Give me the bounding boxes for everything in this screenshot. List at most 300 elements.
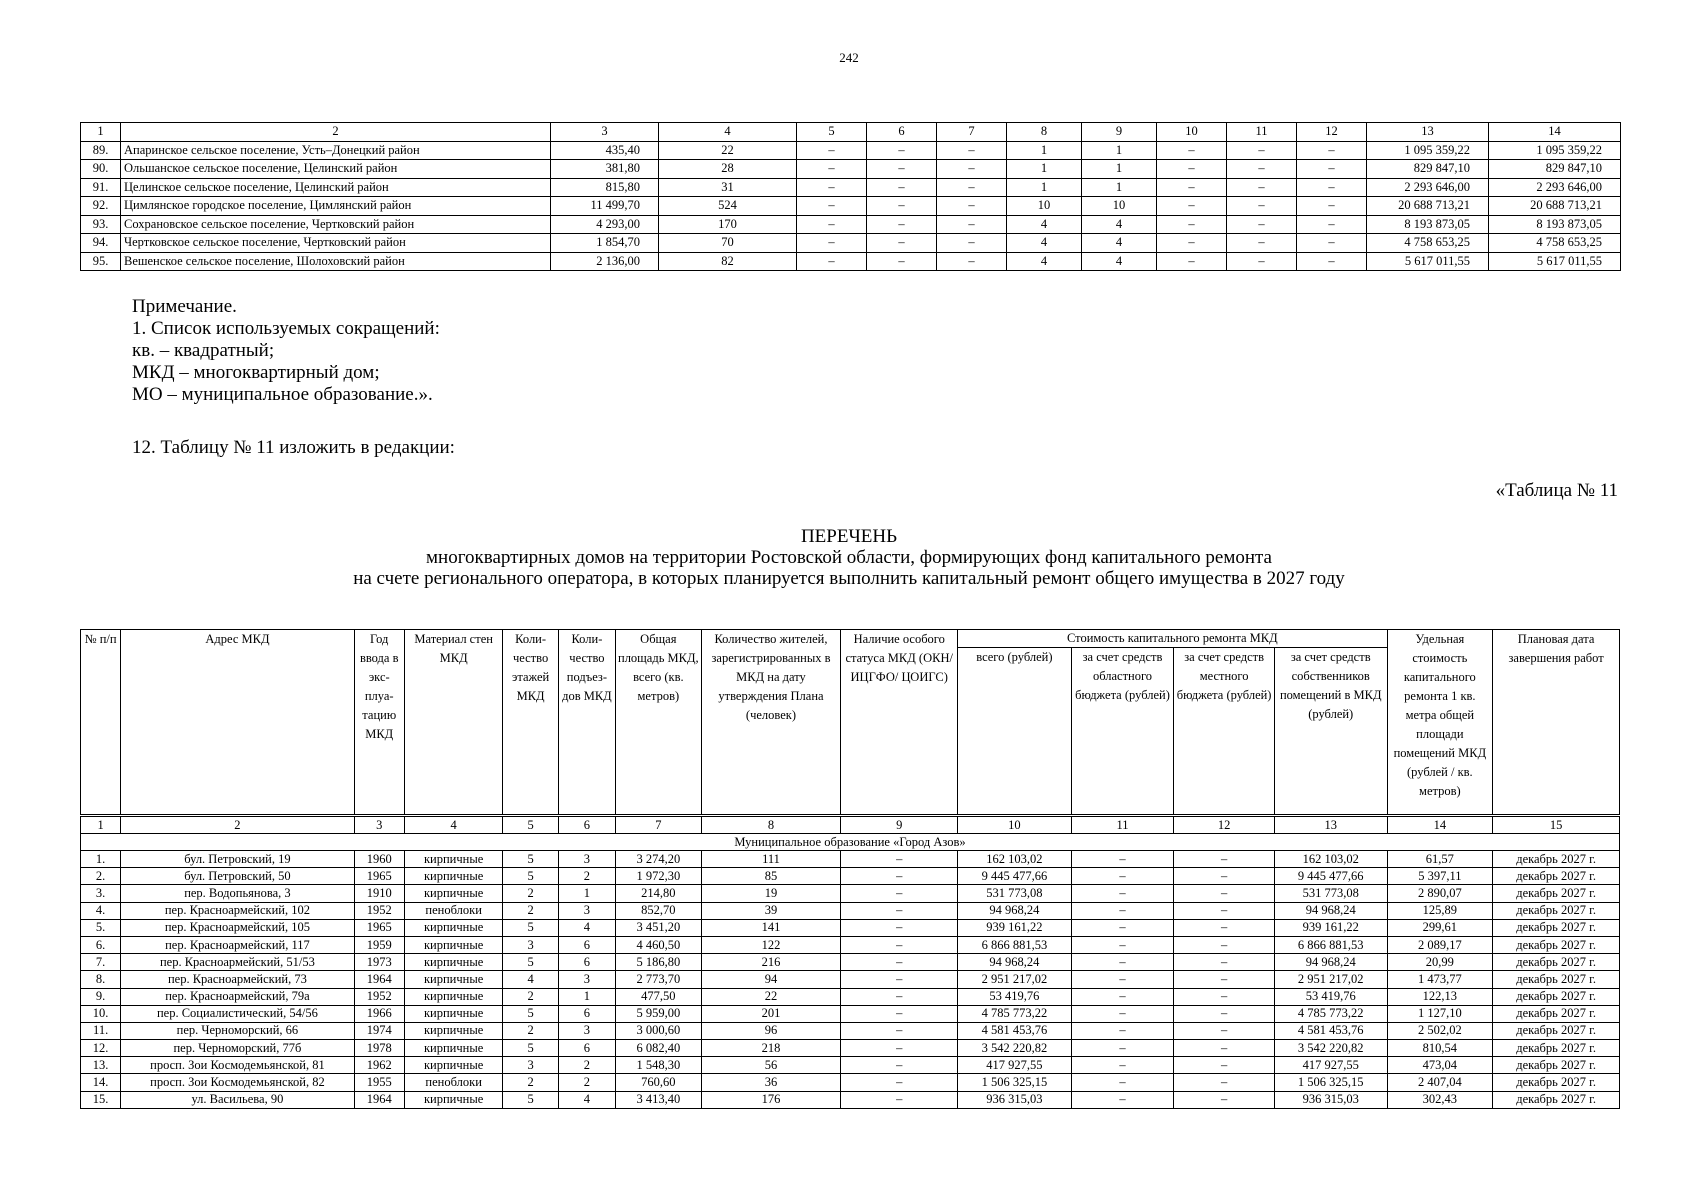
table-cell: –: [841, 1074, 958, 1091]
table-cell: 3: [558, 851, 615, 868]
table-cell: –: [1174, 1022, 1275, 1039]
table-cell: 2: [121, 123, 551, 142]
table-row: [81, 1005, 1620, 1022]
table-cell: 4 785 773,22: [958, 1005, 1072, 1022]
notes-item: МО – муниципальное образование.».: [132, 384, 433, 405]
table-cell: Чертковское сельское поселение, Чертковский район: [121, 234, 551, 253]
municipality-name: Муниципальное образование «Город Азов»: [81, 834, 1620, 851]
table-cell: кирпичные: [404, 1040, 503, 1057]
table-cell: Ольшанское сельское поселение, Целинский район: [121, 160, 551, 179]
table-cell: 1: [1082, 141, 1157, 160]
table-cell: 31: [659, 178, 797, 197]
header-unit-cost: Удельная стоимость капитального ремонта 1 кв. метра общей площади помещений МКД (рублей / кв. метров): [1387, 630, 1493, 816]
table-cell: 1: [81, 123, 121, 142]
table-cell: пер. Красноармейский, 73: [121, 971, 354, 988]
table-cell: 6: [558, 816, 615, 834]
table-cell: 5: [503, 868, 558, 885]
table-cell: –: [1071, 1091, 1174, 1108]
table-cell: –: [1071, 1074, 1174, 1091]
header-cost-owners: за счет средств собственников помещений в МКД (рублей): [1274, 648, 1387, 816]
table-cell: 10: [1082, 197, 1157, 216]
table-cell: 2: [503, 885, 558, 902]
table-cell: –: [841, 1057, 958, 1074]
table-cell: –: [1297, 215, 1367, 234]
table-cell: кирпичные: [404, 936, 503, 953]
table-cell: –: [841, 954, 958, 971]
title-line-2: многоквартирных домов на территории Ростовской области, формирующих фонд капитального ремонта: [426, 547, 1272, 568]
table-cell: 20 688 713,21: [1489, 197, 1621, 216]
table-cell: –: [1174, 902, 1275, 919]
table-cell: 12: [1297, 123, 1367, 142]
table-row: [81, 252, 1621, 271]
table-cell: –: [1071, 919, 1174, 936]
table-cell: 531 773,08: [1274, 885, 1387, 902]
table-cell: 435,40: [551, 141, 659, 160]
table-cell: 20,99: [1387, 954, 1493, 971]
table-cell: –: [1174, 971, 1275, 988]
table-cell: 10: [1157, 123, 1227, 142]
header-year: Год ввода в экс-плуа-тацию МКД: [354, 630, 404, 816]
table-cell: кирпичные: [404, 1091, 503, 1108]
table-cell: 9 445 477,66: [1274, 868, 1387, 885]
table-cell: 936 315,03: [958, 1091, 1072, 1108]
table-cell: декабрь 2027 г.: [1493, 868, 1620, 885]
table-cell: 7: [616, 816, 702, 834]
table-cell: пер. Черноморский, 66: [121, 1022, 354, 1039]
table-cell: 417 927,55: [1274, 1057, 1387, 1074]
table-cell: 829 847,10: [1489, 160, 1621, 179]
table-cell: 111: [701, 851, 841, 868]
table-cell: 4 785 773,22: [1274, 1005, 1387, 1022]
table-cell: 5: [797, 123, 867, 142]
table-cell: 11.: [81, 1022, 121, 1039]
table-cell: 1978: [354, 1040, 404, 1057]
table-cell: просп. Зои Космодемьянской, 82: [121, 1074, 354, 1091]
table-cell: кирпичные: [404, 868, 503, 885]
notes: [132, 296, 440, 406]
table-cell: –: [1174, 919, 1275, 936]
table-cell: 1 506 325,15: [958, 1074, 1072, 1091]
table-cell: 4: [1007, 215, 1082, 234]
table-cell: 4: [1082, 215, 1157, 234]
table-cell: 22: [701, 988, 841, 1005]
table-cell: –: [1174, 1091, 1275, 1108]
table-cell: декабрь 2027 г.: [1493, 988, 1620, 1005]
table-cell: 6: [867, 123, 937, 142]
table-cell: –: [797, 160, 867, 179]
table-cell: –: [1227, 197, 1297, 216]
table-cell: 3 451,20: [616, 919, 702, 936]
table-cell: 4: [1007, 252, 1082, 271]
table-cell: 4 581 453,76: [1274, 1022, 1387, 1039]
page-number: 242: [839, 50, 859, 65]
table-cell: 1 095 359,22: [1367, 141, 1489, 160]
table-row: [81, 902, 1620, 919]
header-address: Адрес МКД: [121, 630, 354, 816]
table-cell: 201: [701, 1005, 841, 1022]
table-cell: 4 293,00: [551, 215, 659, 234]
table-cell: кирпичные: [404, 988, 503, 1005]
table-cell: декабрь 2027 г.: [1493, 1005, 1620, 1022]
table-cell: кирпичные: [404, 1005, 503, 1022]
table-cell: 22: [659, 141, 797, 160]
table-cell: –: [1157, 197, 1227, 216]
table-cell: 1964: [354, 1091, 404, 1108]
table-cell: 95.: [81, 252, 121, 271]
table-cell: 1 506 325,15: [1274, 1074, 1387, 1091]
table-cell: 122: [701, 936, 841, 953]
table-row: [81, 178, 1621, 197]
table-cell: 56: [701, 1057, 841, 1074]
table-cell: 15: [1493, 816, 1620, 834]
previous-table-body: [81, 123, 1621, 271]
table-cell: 10.: [81, 1005, 121, 1022]
table-cell: 3.: [81, 885, 121, 902]
title-line-1: ПЕРЕЧЕНЬ: [800, 526, 898, 547]
table-cell: пер. Красноармейский, 102: [121, 902, 354, 919]
table-cell: 2: [558, 868, 615, 885]
table-cell: 125,89: [1387, 902, 1493, 919]
table-cell: –: [1227, 160, 1297, 179]
table-cell: 6 082,40: [616, 1040, 702, 1057]
table-cell: 12.: [81, 1040, 121, 1057]
table-cell: 216: [701, 954, 841, 971]
table-cell: 82: [659, 252, 797, 271]
table-cell: декабрь 2027 г.: [1493, 1091, 1620, 1108]
table-cell: 11: [1227, 123, 1297, 142]
table-cell: –: [1227, 141, 1297, 160]
table-cell: 20 688 713,21: [1367, 197, 1489, 216]
table-cell: –: [867, 252, 937, 271]
table-cell: 939 161,22: [958, 919, 1072, 936]
table-row: [81, 988, 1620, 1005]
table-cell: Сохрановское сельское поселение, Чертковский район: [121, 215, 551, 234]
table-cell: 1.: [81, 851, 121, 868]
table-cell: 473,04: [1387, 1057, 1493, 1074]
table-cell: 96: [701, 1022, 841, 1039]
table-cell: –: [797, 215, 867, 234]
table-cell: 39: [701, 902, 841, 919]
table-cell: 4 758 653,25: [1367, 234, 1489, 253]
table-cell: –: [867, 160, 937, 179]
table-cell: декабрь 2027 г.: [1493, 902, 1620, 919]
table-cell: 12: [1174, 816, 1275, 834]
table-cell: 1 972,30: [616, 868, 702, 885]
table-cell: 162 103,02: [958, 851, 1072, 868]
table-cell: кирпичные: [404, 954, 503, 971]
table-cell: 2 407,04: [1387, 1074, 1493, 1091]
table-row: [81, 1040, 1620, 1057]
previous-table: [80, 122, 1621, 271]
table-cell: –: [841, 971, 958, 988]
table-cell: 4: [1007, 234, 1082, 253]
table-cell: 1960: [354, 851, 404, 868]
table-cell: 5: [503, 851, 558, 868]
table-cell: –: [841, 868, 958, 885]
table-cell: 1: [558, 885, 615, 902]
table-cell: 9: [1082, 123, 1157, 142]
table-cell: 7: [937, 123, 1007, 142]
table-cell: 19: [701, 885, 841, 902]
table-cell: 5: [503, 1040, 558, 1057]
table-cell: –: [1071, 885, 1174, 902]
table-cell: 1: [1082, 178, 1157, 197]
table-cell: 28: [659, 160, 797, 179]
table-cell: –: [797, 141, 867, 160]
table-row: [81, 971, 1620, 988]
table-cell: 8 193 873,05: [1489, 215, 1621, 234]
table-cell: 13.: [81, 1057, 121, 1074]
table-cell: 6.: [81, 936, 121, 953]
table-row: [81, 197, 1621, 216]
table-cell: 8: [701, 816, 841, 834]
table-cell: 3: [503, 1057, 558, 1074]
table-cell: 1: [1007, 141, 1082, 160]
table-row: [81, 936, 1620, 953]
table-cell: –: [937, 141, 1007, 160]
table-cell: 4.: [81, 902, 121, 919]
table-cell: пер. Черноморский, 77б: [121, 1040, 354, 1057]
table-row: [81, 1057, 1620, 1074]
table-cell: 2 089,17: [1387, 936, 1493, 953]
mkd-table-header: [81, 630, 1620, 816]
table-cell: –: [1071, 868, 1174, 885]
table-cell: 299,61: [1387, 919, 1493, 936]
table-cell: 4: [558, 1091, 615, 1108]
table-cell: 94 968,24: [958, 902, 1072, 919]
table-cell: ул. Васильева, 90: [121, 1091, 354, 1108]
table-cell: декабрь 2027 г.: [1493, 1074, 1620, 1091]
table-cell: 3: [558, 902, 615, 919]
table-row: [81, 885, 1620, 902]
table-cell: пеноблоки: [404, 902, 503, 919]
table-cell: 176: [701, 1091, 841, 1108]
table-cell: декабрь 2027 г.: [1493, 1022, 1620, 1039]
table-cell: –: [841, 936, 958, 953]
table-cell: –: [1227, 178, 1297, 197]
column-number-row: [81, 816, 1620, 834]
table-cell: 302,43: [1387, 1091, 1493, 1108]
table-cell: декабрь 2027 г.: [1493, 1040, 1620, 1057]
header-completion: Плановая дата завершения работ: [1493, 630, 1620, 816]
table-cell: 4: [558, 919, 615, 936]
table-cell: 2: [558, 1057, 615, 1074]
instruction-text: 12. Таблицу № 11 изложить в редакции:: [132, 437, 455, 458]
header-residents: Количество жителей, зарегистрированных в МКД на дату утверждения Плана (человек): [701, 630, 841, 816]
table-cell: 1 548,30: [616, 1057, 702, 1074]
notes-heading: Примечание.: [132, 296, 237, 317]
table-cell: –: [1297, 141, 1367, 160]
document-title: [0, 526, 1698, 589]
table-cell: 5 959,00: [616, 1005, 702, 1022]
table-cell: 85: [701, 868, 841, 885]
header-material: Материал стен МКД: [404, 630, 503, 816]
table-cell: –: [1071, 936, 1174, 953]
table-cell: 2: [503, 988, 558, 1005]
table-cell: 10: [1007, 197, 1082, 216]
table-cell: –: [1174, 885, 1275, 902]
table-cell: 1959: [354, 936, 404, 953]
table-row: [81, 215, 1621, 234]
table-cell: 1966: [354, 1005, 404, 1022]
table-cell: 3 274,20: [616, 851, 702, 868]
municipality-row: [81, 834, 1620, 851]
table-cell: –: [937, 215, 1007, 234]
table-cell: 939 161,22: [1274, 919, 1387, 936]
table-cell: бул. Петровский, 50: [121, 868, 354, 885]
table-cell: 9: [841, 816, 958, 834]
table-cell: пер. Красноармейский, 117: [121, 936, 354, 953]
table-cell: 8 193 873,05: [1367, 215, 1489, 234]
table-cell: –: [841, 1005, 958, 1022]
table-cell: –: [841, 919, 958, 936]
table-cell: пер. Социалистический, 54/56: [121, 1005, 354, 1022]
header-num: № п/п: [81, 630, 121, 816]
table-row: [81, 868, 1620, 885]
table-cell: Вешенское сельское поселение, Шолоховский район: [121, 252, 551, 271]
table-cell: декабрь 2027 г.: [1493, 971, 1620, 988]
table-cell: 1: [1082, 160, 1157, 179]
table-cell: 1: [1007, 160, 1082, 179]
table-cell: 91.: [81, 178, 121, 197]
table-cell: 3: [354, 816, 404, 834]
notes-item: МКД – многоквартирный дом;: [132, 362, 380, 383]
table-cell: 1965: [354, 868, 404, 885]
table-cell: 14.: [81, 1074, 121, 1091]
table-cell: 3: [558, 971, 615, 988]
table-cell: –: [867, 234, 937, 253]
table-cell: кирпичные: [404, 971, 503, 988]
table-cell: –: [1071, 1005, 1174, 1022]
table-cell: –: [1297, 234, 1367, 253]
table-row: [81, 160, 1621, 179]
table-cell: 1962: [354, 1057, 404, 1074]
table-cell: –: [1174, 868, 1275, 885]
table-cell: –: [797, 178, 867, 197]
table-cell: пер. Водопьянова, 3: [121, 885, 354, 902]
table-cell: 3 000,60: [616, 1022, 702, 1039]
table-cell: декабрь 2027 г.: [1493, 954, 1620, 971]
table-cell: 2: [121, 816, 354, 834]
notes-item: 1. Список используемых сокращений:: [132, 318, 440, 339]
table-cell: –: [1157, 141, 1227, 160]
table-cell: –: [1174, 1074, 1275, 1091]
table-cell: 381,80: [551, 160, 659, 179]
table-cell: 70: [659, 234, 797, 253]
table-cell: 1955: [354, 1074, 404, 1091]
table-cell: 170: [659, 215, 797, 234]
table-cell: кирпичные: [404, 1022, 503, 1039]
column-number-row: [81, 123, 1621, 142]
table-cell: –: [1157, 215, 1227, 234]
table-cell: 2 293 646,00: [1489, 178, 1621, 197]
table-cell: –: [1071, 1022, 1174, 1039]
table-cell: 417 927,55: [958, 1057, 1072, 1074]
table-cell: 3: [551, 123, 659, 142]
table-cell: 6 866 881,53: [958, 936, 1072, 953]
table-cell: 1974: [354, 1022, 404, 1039]
table-cell: 5 617 011,55: [1367, 252, 1489, 271]
table-cell: 5: [503, 816, 558, 834]
table-cell: 61,57: [1387, 851, 1493, 868]
table-cell: –: [797, 234, 867, 253]
table-cell: 94.: [81, 234, 121, 253]
table-cell: кирпичные: [404, 851, 503, 868]
table-cell: –: [1174, 851, 1275, 868]
table-cell: 3 542 220,82: [958, 1040, 1072, 1057]
table-cell: Целинское сельское поселение, Целинский район: [121, 178, 551, 197]
table-cell: 2: [558, 1074, 615, 1091]
table-cell: –: [841, 1040, 958, 1057]
table-cell: 829 847,10: [1367, 160, 1489, 179]
table-row: [81, 851, 1620, 868]
table-cell: 3: [503, 936, 558, 953]
table-cell: 5: [503, 919, 558, 936]
table-row: [81, 919, 1620, 936]
table-cell: –: [867, 178, 937, 197]
table-cell: 10: [958, 816, 1072, 834]
notes-item: кв. – квадратный;: [132, 340, 275, 361]
table-cell: 1964: [354, 971, 404, 988]
table-cell: 94 968,24: [958, 954, 1072, 971]
table-cell: 36: [701, 1074, 841, 1091]
table-cell: 6: [558, 936, 615, 953]
table-cell: 1910: [354, 885, 404, 902]
table-cell: 4 581 453,76: [958, 1022, 1072, 1039]
table-cell: 9 445 477,66: [958, 868, 1072, 885]
table-cell: –: [1297, 160, 1367, 179]
table-cell: Апаринское сельское поселение, Усть–Донецкий район: [121, 141, 551, 160]
table-cell: –: [1071, 851, 1174, 868]
table-cell: 2 773,70: [616, 971, 702, 988]
table-cell: 524: [659, 197, 797, 216]
table-cell: 2.: [81, 868, 121, 885]
table-cell: декабрь 2027 г.: [1493, 919, 1620, 936]
table-cell: 6 866 881,53: [1274, 936, 1387, 953]
table-row: [81, 234, 1621, 253]
table-cell: кирпичные: [404, 919, 503, 936]
table-cell: –: [1227, 252, 1297, 271]
table-cell: 5 397,11: [1387, 868, 1493, 885]
table-cell: 6: [558, 1005, 615, 1022]
table-cell: 89.: [81, 141, 121, 160]
table-cell: 90.: [81, 160, 121, 179]
table-cell: 94: [701, 971, 841, 988]
table-cell: 2: [503, 1074, 558, 1091]
table-cell: 218: [701, 1040, 841, 1057]
title-line-3: на счете регионального оператора, в которых планируется выполнить капитальный ремонт общего имущества в 2027 году: [353, 568, 1345, 589]
table-cell: –: [1071, 902, 1174, 919]
table-cell: –: [1227, 215, 1297, 234]
table-cell: –: [1157, 178, 1227, 197]
table-cell: 760,60: [616, 1074, 702, 1091]
table-cell: пеноблоки: [404, 1074, 503, 1091]
table-cell: 6: [558, 1040, 615, 1057]
table-cell: декабрь 2027 г.: [1493, 936, 1620, 953]
table-cell: 1: [558, 988, 615, 1005]
header-cost-local: за счет средств местного бюджета (рублей): [1174, 648, 1275, 816]
table-cell: –: [1157, 160, 1227, 179]
table-cell: 1 127,10: [1387, 1005, 1493, 1022]
table-cell: декабрь 2027 г.: [1493, 885, 1620, 902]
table-cell: –: [1174, 936, 1275, 953]
table-cell: –: [1071, 954, 1174, 971]
table-cell: кирпичные: [404, 885, 503, 902]
table-cell: 1: [1007, 178, 1082, 197]
table-cell: бул. Петровский, 19: [121, 851, 354, 868]
table-row: [81, 1091, 1620, 1108]
table-cell: –: [841, 988, 958, 1005]
